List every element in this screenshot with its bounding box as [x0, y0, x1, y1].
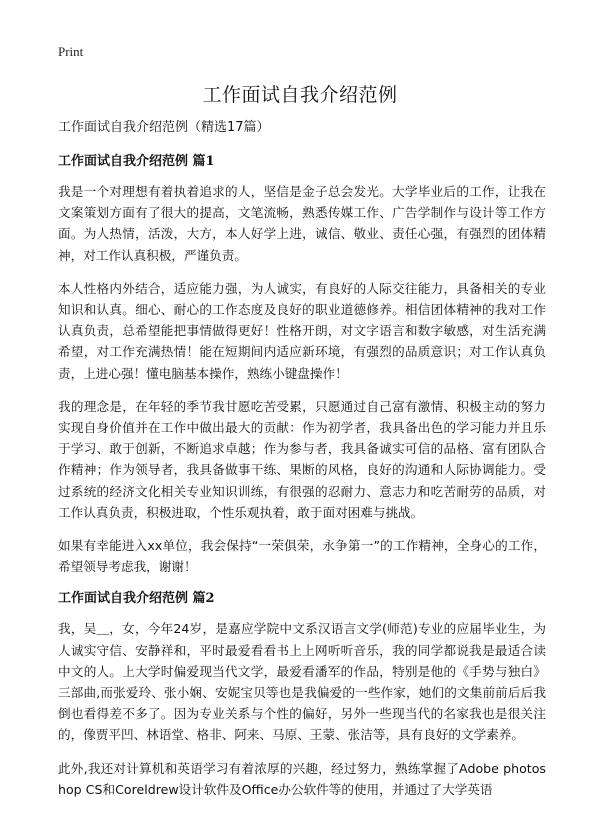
section-heading-1: 工作面试自我介绍范例 篇1 [58, 154, 215, 169]
paragraph: 如果有幸能进入xx单位，我会保持“一荣俱荣，永争第一”的工作精神，全身心的工作，希望领导考虑我，谢谢！ [58, 538, 546, 575]
paragraph: 我是一个对理想有着执着追求的人，坚信是金子总会发光。大学毕业后的工作，让我在文案策划方面有了很大的提高，文笔流畅，熟悉传媒工作、广告学制作与设计等工作方面。为人热情，活泼，大方，本人好学上进，诚信、敬业、责任心强，有强烈的团体精神，对工作认真积极，严谨负责。 [58, 184, 546, 263]
document-title: 工作面试自我介绍范例 [202, 84, 398, 106]
print-label[interactable]: Print [58, 44, 84, 59]
paragraph: 我的理念是，在年轻的季节我甘愿吃苦受累，只愿通过自己富有激情、积极主动的努力实现自身价值并在工作中做出最大的贡献：作为初学者，我具备出色的学习能力并且乐于学习、敢于创新，不断追求卓越；作为参与者，我具备诚实可信的品格、富有团队合作精神；作为领导者，我具备做事干练、果断的风格，良好的沟通和人际协调能力。受过系统的经济文化相关专业知识训练，有很强的忍耐力、意志力和吃苦耐劳的品质，对工作认真负责，积极进取，个性乐观执着，敢于面对困难与挑战。 [58, 398, 546, 520]
paragraph: 此外,我还对计算机和英语学习有着浓厚的兴趣，经过努力，熟练掌握了Adobe photoshop CS和Coreldrew设计软件及Office办公软件等的使用，并通过了大学英语 [58, 760, 546, 797]
document-subtitle: 工作面试自我介绍范例（精选17篇） [58, 120, 270, 135]
section-heading-2: 工作面试自我介绍范例 篇2 [58, 591, 215, 607]
document-body [58, 118, 546, 812]
paragraph: 我，吴＿，女，今年24岁，是嘉应学院中文系汉语言文学(师范)专业的应届毕业生，为人诚实守信、安静祥和，平时最爱看看书上上网听听音乐，我的同学都说我是最适合读中文的人。上大学时偏爱现当代文学，最爱看潘军的作品，特别是他的《手势与独白》三部曲,而张爱玲、张小娴、安妮宝贝等也是我偏爱的一些作家，她们的文集前前后后我倒也看得差不多了。因为专业关系与个性的偏好，另外一些现当代的名家我也是很关注的，像贾平凹、林语堂、格非、阿来、马原、王蒙、张洁等，具有良好的文学素养。 [58, 621, 546, 743]
paragraph: 本人性格内外结合，适应能力强，为人诚实，有良好的人际交往能力，具备相关的专业知识和认真。细心、耐心的工作态度及良好的职业道德修养。相信团体精神的我对工作认真负责，总希望能把事情做得更好！性格开朗，对文字语言和数字敏感，对生活充满希望，对工作充满热情！能在短期间内适应新环境，有强烈的品质意识；对工作认真负责，上进心强！懂电脑基本操作，熟练小键盘操作！ [58, 280, 546, 381]
